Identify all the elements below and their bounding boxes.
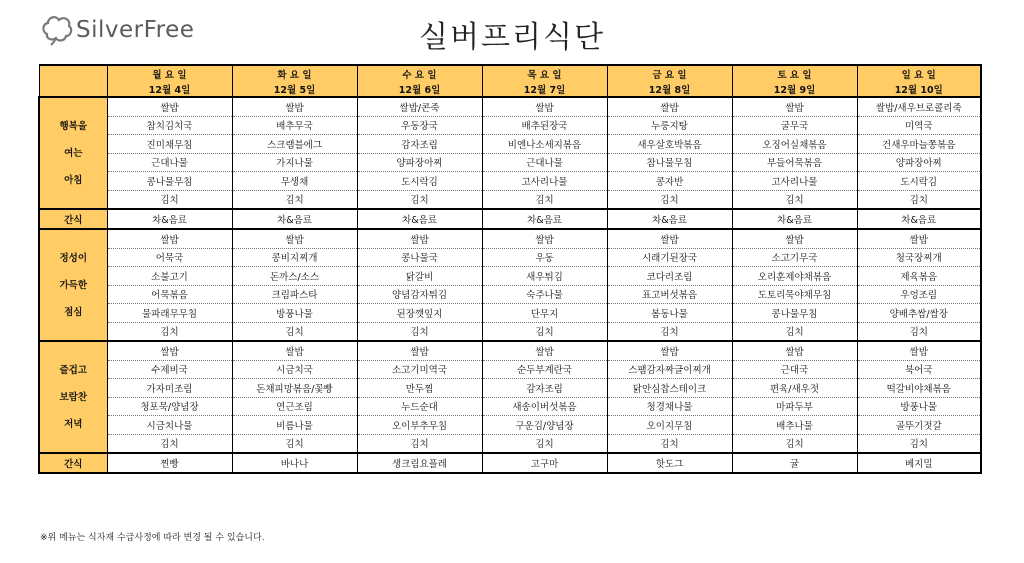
menu-item: 근대나물 [482,153,607,172]
menu-item: 참치김치국 [107,116,232,135]
menu-item: 청국장찌개 [857,248,981,267]
menu-item: 소고기미역국 [357,360,482,379]
snack-item: 베지밀 [857,453,981,473]
menu-item: 누드순대 [357,397,482,416]
menu-item: 시금치국 [232,360,357,379]
menu-row [39,153,981,172]
day-header: 일 요 일 [857,65,981,81]
snack-item: 차&음료 [482,209,607,229]
menu-item: 쌀밥 [607,341,732,360]
menu-item: 쌀밥/콘죽 [357,97,482,116]
menu-item: 떡갈비야채볶음 [857,379,981,398]
menu-item: 김치 [107,190,232,209]
menu-item: 도시락김 [857,172,981,191]
meal-label [39,229,107,341]
menu-item: 김치 [482,190,607,209]
menu-item: 콩나물무침 [107,172,232,191]
menu-item: 도토리묵야채무침 [732,285,857,304]
menu-item: 소불고기 [107,267,232,286]
menu-item: 우동 [482,248,607,267]
menu-item: 스크램블에그 [232,135,357,154]
menu-row [39,116,981,135]
menu-item: 김치 [857,190,981,209]
menu-item: 양파장아찌 [857,153,981,172]
snack-row [39,453,981,473]
menu-item: 새우튀김 [482,267,607,286]
menu-item: 돈채피망볶음/꽃빵 [232,379,357,398]
menu-item: 쌀밥 [357,341,482,360]
date-header: 12월 8일 [607,81,732,97]
menu-item: 양념감자튀김 [357,285,482,304]
menu-item: 쌀밥 [107,97,232,116]
menu-item: 어묵국 [107,248,232,267]
menu-item: 코다리조림 [607,267,732,286]
menu-item: 청경채나물 [607,397,732,416]
menu-row [39,322,981,341]
menu-item: 콩비지찌개 [232,248,357,267]
day-header: 화 요 일 [232,65,357,81]
menu-item: 감자조림 [482,379,607,398]
menu-change-note: ※위 메뉴는 식자재 수급사정에 따라 변경 될 수 있습니다. [40,533,265,543]
menu-item: 어묵볶음 [107,285,232,304]
menu-item: 김치 [732,434,857,453]
menu-row [39,304,981,323]
menu-item: 굴무국 [732,116,857,135]
snack-label: 간식 [39,453,107,473]
menu-item: 고사리나물 [482,172,607,191]
snack-item: 찐빵 [107,453,232,473]
menu-item: 김치 [107,434,232,453]
menu-item: 배추무국 [232,116,357,135]
snack-item: 차&음료 [732,209,857,229]
menu-item: 진미채무침 [107,135,232,154]
menu-item: 비름나물 [232,416,357,435]
weekly-menu-table [38,64,982,474]
menu-item: 쌀밥 [857,229,981,248]
menu-item: 양배추쌈/쌈장 [857,304,981,323]
snack-item: 차&음료 [232,209,357,229]
menu-item: 단무지 [482,304,607,323]
meal-label-line: 아침 [64,174,83,186]
menu-item: 쌀밥 [482,229,607,248]
day-header: 목 요 일 [482,65,607,81]
meal-label-line: 보람찬 [59,391,88,403]
menu-row [39,190,981,209]
menu-item: 오이부추무침 [357,416,482,435]
menu-item: 시금치나물 [107,416,232,435]
meal-label-line: 가득한 [59,279,88,291]
page-title: 실버프리식단 [419,20,605,55]
day-header: 수 요 일 [357,65,482,81]
menu-item: 김치 [357,322,482,341]
menu-row [39,285,981,304]
snack-item: 바나나 [232,453,357,473]
menu-row [39,135,981,154]
meal-label-line: 여는 [64,147,83,159]
menu-item: 쌀밥 [107,341,232,360]
menu-item: 오리훈제야채볶음 [732,267,857,286]
menu-item: 도시락김 [357,172,482,191]
menu-item: 근대나물 [107,153,232,172]
menu-item: 김치 [607,434,732,453]
date-header: 12월 5일 [232,81,357,97]
menu-item: 된장깻잎지 [357,304,482,323]
menu-item: 쌀밥 [357,229,482,248]
menu-item: 구운김/양념장 [482,416,607,435]
day-header-row [39,65,981,81]
header-corner [39,65,107,97]
menu-item: 골뚜기젓갈 [857,416,981,435]
menu-row [39,434,981,453]
menu-item: 만두찜 [357,379,482,398]
snack-row [39,209,981,229]
menu-row [39,172,981,191]
menu-row [39,416,981,435]
menu-item: 콩자반 [607,172,732,191]
menu-item: 쌀밥 [232,229,357,248]
menu-item: 쌀밥 [482,97,607,116]
brand-name: SilverFree [76,17,195,43]
menu-item: 스팸감자짜글이찌개 [607,360,732,379]
menu-item: 쌀밥 [232,97,357,116]
menu-item: 비엔나소세지볶음 [482,135,607,154]
menu-item: 오이지무침 [607,416,732,435]
menu-item: 부들어묵볶음 [732,153,857,172]
menu-item: 가지나물 [232,153,357,172]
menu-item: 김치 [732,322,857,341]
menu-row [39,379,981,398]
snack-item: 차&음료 [607,209,732,229]
date-header: 12월 9일 [732,81,857,97]
menu-item: 김치 [482,434,607,453]
menu-item: 김치 [607,190,732,209]
day-header: 월 요 일 [107,65,232,81]
date-header-row [39,81,981,97]
menu-item: 김치 [357,190,482,209]
menu-item: 김치 [732,190,857,209]
snack-item: 생크림요플레 [357,453,482,473]
menu-item: 양파장아찌 [357,153,482,172]
menu-row [39,360,981,379]
menu-row [39,267,981,286]
menu-item: 감자조림 [357,135,482,154]
menu-item: 방풍나물 [232,304,357,323]
date-header: 12월 4일 [107,81,232,97]
menu-item: 쌀밥 [482,341,607,360]
menu-row [39,229,981,248]
menu-item: 방풍나물 [857,397,981,416]
menu-item: 김치 [232,190,357,209]
menu-item: 우엉조림 [857,285,981,304]
menu-item: 김치 [232,434,357,453]
meal-label [39,341,107,453]
menu-item: 새송이버섯볶음 [482,397,607,416]
day-header: 금 요 일 [607,65,732,81]
menu-item: 무생채 [232,172,357,191]
menu-item: 김치 [232,322,357,341]
menu-item: 배추나물 [732,416,857,435]
menu-item: 쌀밥 [732,341,857,360]
snack-item: 차&음료 [857,209,981,229]
date-header: 12월 10일 [857,81,981,97]
snack-item: 차&음료 [357,209,482,229]
menu-item: 고사리나물 [732,172,857,191]
menu-row [39,341,981,360]
menu-item: 김치 [857,322,981,341]
menu-item: 김치 [107,322,232,341]
menu-item: 쌀밥 [607,229,732,248]
snack-item: 핫도그 [607,453,732,473]
menu-item: 콩나물국 [357,248,482,267]
menu-item: 마파두부 [732,397,857,416]
menu-item: 수제비국 [107,360,232,379]
menu-item: 오징어실채볶음 [732,135,857,154]
menu-item: 누룽지탕 [607,116,732,135]
date-header: 12월 6일 [357,81,482,97]
menu-item: 순두부계란국 [482,360,607,379]
menu-item: 닭안심찹스테이크 [607,379,732,398]
menu-item: 청포묵/양념장 [107,397,232,416]
menu-item: 김치 [482,322,607,341]
menu-item: 김치 [607,322,732,341]
menu-item: 근대국 [732,360,857,379]
menu-item: 쌀밥 [732,229,857,248]
menu-row [39,248,981,267]
menu-item: 가자미조림 [107,379,232,398]
menu-item: 쌀밥/새우브로콜리죽 [857,97,981,116]
menu-item: 우동장국 [357,116,482,135]
menu-item: 북어국 [857,360,981,379]
snack-label: 간식 [39,209,107,229]
meal-label-line: 점심 [64,306,83,318]
snack-item: 차&음료 [107,209,232,229]
menu-item: 표고버섯볶음 [607,285,732,304]
menu-item: 크림파스타 [232,285,357,304]
menu-item: 김치 [857,434,981,453]
menu-item: 쌀밥 [857,341,981,360]
meal-label-line: 즐겁고 [59,364,88,376]
menu-item: 쌀밥 [107,229,232,248]
date-header: 12월 7일 [482,81,607,97]
day-header: 토 요 일 [732,65,857,81]
menu-item: 편육/새우젓 [732,379,857,398]
meal-label-line: 행복을 [59,120,88,132]
menu-item: 숙주나물 [482,285,607,304]
menu-item: 닭갈비 [357,267,482,286]
meal-label-line: 저녁 [64,418,83,430]
menu-row [39,397,981,416]
menu-item: 건새우마늘쫑볶음 [857,135,981,154]
menu-item: 김치 [357,434,482,453]
meal-label-line: 정성이 [59,252,88,264]
menu-item: 물파래무무침 [107,304,232,323]
menu-item: 쌀밥 [732,97,857,116]
menu-row [39,97,981,116]
menu-item: 콩나물무침 [732,304,857,323]
menu-item: 연근조림 [232,397,357,416]
snack-item: 귤 [732,453,857,473]
menu-item: 봄동나물 [607,304,732,323]
menu-item: 배추된장국 [482,116,607,135]
menu-item: 시래기된장국 [607,248,732,267]
meal-label [39,97,107,209]
menu-item: 미역국 [857,116,981,135]
menu-item: 새우살호박볶음 [607,135,732,154]
menu-item: 소고기무국 [732,248,857,267]
menu-item: 쌀밥 [232,341,357,360]
menu-item: 돈까스/소스 [232,267,357,286]
snack-item: 고구마 [482,453,607,473]
menu-item: 쌀밥 [607,97,732,116]
menu-item: 참나물무침 [607,153,732,172]
menu-item: 제육볶음 [857,267,981,286]
